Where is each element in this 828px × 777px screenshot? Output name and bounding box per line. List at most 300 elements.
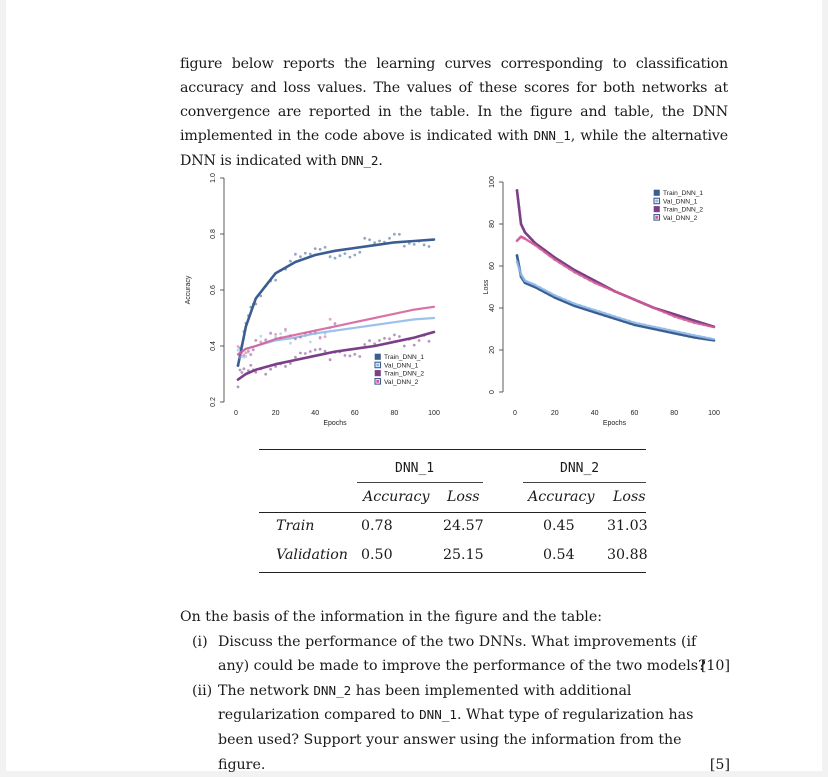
series-point	[259, 295, 262, 298]
series-point	[563, 300, 566, 303]
series-point	[583, 308, 586, 311]
table-cell: 25.15	[443, 547, 484, 563]
series-point	[279, 336, 282, 339]
series-point	[623, 294, 626, 297]
series-point	[363, 343, 366, 346]
series-point	[519, 214, 522, 217]
series-point	[653, 307, 656, 310]
legend-label: Val_DNN_2	[663, 214, 698, 222]
legend-label: Train_DNN_2	[663, 206, 704, 214]
series-point	[638, 300, 641, 303]
series-point	[309, 253, 312, 256]
series-point	[521, 277, 524, 280]
y-axis-label: Accuracy	[185, 275, 192, 305]
question-text: Discuss the performance of the two DNNs. What improvements (if any) could be made to improve the performance of the two models?	[218, 633, 706, 675]
series-point	[324, 246, 327, 249]
series-point	[519, 270, 522, 273]
series-point	[531, 239, 534, 242]
series-point	[608, 288, 611, 291]
series-point	[368, 339, 371, 342]
series-point	[264, 339, 267, 342]
series-point	[653, 307, 656, 310]
table-header-dnn1: DNN_1	[395, 461, 435, 476]
y-axis-label: Loss	[483, 279, 490, 295]
series-point	[299, 336, 302, 339]
series-point	[539, 245, 542, 248]
table-cell: 24.57	[443, 518, 484, 534]
y-tick-label: 0	[488, 390, 496, 394]
series-point	[520, 273, 523, 276]
legend-label: Train_DNN_1	[663, 190, 704, 198]
intro-paragraph	[180, 53, 728, 174]
series-point	[608, 313, 611, 316]
series-point	[520, 235, 523, 238]
series-point	[683, 318, 686, 321]
y-tick-label: 100	[488, 176, 496, 188]
series-point	[403, 345, 406, 348]
series-point	[243, 356, 246, 359]
series-point	[344, 354, 347, 357]
series-point	[529, 236, 532, 239]
series-point	[428, 340, 431, 343]
series-point	[522, 227, 525, 230]
series-point	[259, 368, 262, 371]
series-point	[698, 337, 701, 340]
series-point	[663, 328, 666, 331]
series-point	[534, 244, 537, 247]
series-point	[247, 350, 250, 353]
series-point	[613, 315, 616, 318]
series-point	[243, 330, 246, 333]
series-point	[294, 338, 297, 341]
series-line-val-dnn-2	[238, 307, 434, 355]
series-point	[668, 331, 671, 334]
legend-swatch	[375, 354, 381, 360]
series-point	[628, 296, 631, 299]
series-point	[241, 344, 244, 347]
question-marks: [10]	[700, 658, 730, 675]
series-point	[516, 254, 519, 257]
series-point	[588, 277, 591, 280]
y-tick-label: 1.0	[209, 173, 217, 183]
series-point	[531, 285, 534, 288]
series-point	[249, 353, 252, 356]
series-point	[299, 352, 302, 355]
series-point	[603, 312, 606, 315]
series-point	[259, 341, 262, 344]
series-point	[349, 256, 352, 259]
series-point	[294, 253, 297, 256]
series-point	[319, 348, 322, 351]
series-line-val-dnn-1	[238, 318, 434, 354]
series-point	[578, 274, 581, 277]
series-point	[388, 237, 391, 240]
series-point	[548, 291, 551, 294]
series-point	[249, 353, 252, 356]
series-point	[353, 254, 356, 257]
table-cell: 0.54	[543, 547, 575, 563]
series-point	[553, 296, 556, 299]
series-point	[284, 330, 287, 333]
series-point	[548, 294, 551, 297]
series-point	[593, 281, 596, 284]
legend-label: Val_DNN_1	[384, 362, 419, 370]
series-point	[334, 351, 337, 354]
series-point	[522, 278, 525, 281]
series-point	[274, 333, 277, 336]
series-point	[698, 321, 701, 324]
series-point	[628, 320, 631, 323]
series-line-val-dnn-2	[517, 237, 714, 328]
series-point	[653, 326, 656, 329]
series-point	[553, 258, 556, 261]
series-point	[245, 322, 248, 325]
series-point	[284, 328, 287, 331]
series-point	[517, 264, 520, 267]
series-point	[618, 319, 621, 322]
series-point	[252, 348, 255, 351]
series-point	[378, 339, 381, 342]
legend-swatch-fill	[376, 380, 379, 383]
series-point	[663, 311, 666, 314]
series-point	[344, 252, 347, 255]
series-point	[309, 350, 312, 353]
series-point	[703, 324, 706, 327]
series-point	[241, 371, 244, 374]
series-point	[598, 282, 601, 285]
series-point	[593, 279, 596, 282]
series-point	[418, 339, 421, 342]
table-cell: 0.78	[361, 518, 393, 534]
legend-label: Train_DNN_1	[384, 354, 425, 362]
series-point	[363, 237, 366, 240]
series-point	[578, 304, 581, 307]
series-point	[673, 313, 676, 316]
question-code-dnn1: DNN_1	[419, 707, 457, 723]
series-point	[628, 322, 631, 325]
series-point	[531, 283, 534, 286]
series-point	[683, 316, 686, 319]
series-point	[618, 317, 621, 320]
series-point	[279, 363, 282, 366]
series-point	[553, 294, 556, 297]
series-point	[683, 334, 686, 337]
series-point	[522, 236, 525, 239]
series-point	[289, 260, 292, 263]
question-text-a: The network	[218, 682, 314, 699]
series-point	[534, 242, 537, 245]
intro-text-3: .	[378, 153, 383, 170]
series-point	[368, 238, 371, 241]
series-point	[516, 239, 519, 242]
series-point	[563, 298, 566, 301]
series-point	[269, 332, 272, 335]
series-point	[289, 334, 292, 337]
series-point	[608, 316, 611, 319]
series-point	[708, 325, 711, 328]
series-point	[289, 362, 292, 365]
series-point	[568, 268, 571, 271]
series-point	[274, 336, 277, 339]
series-point	[423, 244, 426, 247]
series-point	[358, 251, 361, 254]
series-point	[558, 259, 561, 262]
series-point	[299, 255, 302, 258]
series-point	[245, 355, 248, 358]
series-point	[304, 352, 307, 355]
series-point	[339, 254, 342, 257]
series-point	[254, 303, 257, 306]
series-point	[633, 321, 636, 324]
series-point	[358, 355, 361, 358]
series-point	[279, 332, 282, 335]
series-point	[279, 269, 282, 272]
series-point	[239, 353, 242, 356]
series-point	[583, 274, 586, 277]
series-point	[518, 206, 521, 209]
question-number: (ii)	[192, 682, 213, 699]
series-point	[329, 255, 332, 258]
series-point	[638, 300, 641, 303]
question-number: (i)	[192, 633, 208, 650]
series-point	[289, 342, 292, 345]
series-point	[241, 351, 244, 354]
series-point	[688, 333, 691, 336]
series-point	[603, 285, 606, 288]
series-point	[252, 368, 255, 371]
series-point	[653, 328, 656, 331]
series-point	[648, 327, 651, 330]
series-point	[517, 238, 520, 241]
series-point	[519, 270, 522, 273]
series-point	[329, 327, 332, 330]
series-point	[252, 348, 255, 351]
series-point	[319, 337, 322, 340]
series-point	[524, 237, 527, 240]
series-point	[693, 321, 696, 324]
series-point	[245, 351, 248, 354]
series-point	[668, 313, 671, 316]
table-sub-loss-1: Loss	[447, 489, 480, 505]
legend-label: Train_DNN_2	[384, 370, 425, 378]
series-point	[698, 322, 701, 325]
series-point	[539, 286, 542, 289]
table-row-label: Train	[276, 518, 315, 534]
series-point	[603, 286, 606, 289]
series-point	[648, 305, 651, 308]
series-point	[519, 236, 522, 239]
series-point	[520, 275, 523, 278]
series-point	[633, 298, 636, 301]
series-point	[633, 323, 636, 326]
intro-text-1: figure below reports the learning curves corresponding to classification accuracy and loss values. The values of these scores for both networks at convergence are reported in the table. In the figure and table, the DNN implemented in the code above is indicated with	[180, 56, 728, 145]
series-point	[648, 325, 651, 328]
series-point	[568, 302, 571, 305]
series-point	[598, 310, 601, 313]
series-point	[568, 266, 571, 269]
series-point	[237, 349, 240, 352]
series-point	[398, 335, 401, 338]
series-line-val-dnn-1	[517, 262, 714, 339]
series-point	[403, 245, 406, 248]
series-point	[521, 225, 524, 228]
series-point	[708, 338, 711, 341]
series-point	[353, 353, 356, 356]
series-point	[613, 290, 616, 293]
legend-label: Val_DNN_1	[663, 198, 698, 206]
series-point	[408, 338, 411, 341]
series-point	[678, 317, 681, 320]
series-point	[304, 334, 307, 337]
series-point	[383, 241, 386, 244]
series-point	[703, 338, 706, 341]
series-point	[319, 248, 322, 251]
series-point	[673, 315, 676, 318]
series-point	[578, 271, 581, 274]
table-cmidrule-dnn1	[357, 482, 483, 483]
series-point	[294, 337, 297, 340]
series-point	[598, 312, 601, 315]
series-point	[688, 335, 691, 338]
series-point	[529, 281, 532, 284]
series-point	[521, 275, 524, 278]
series-point	[593, 309, 596, 312]
table-sub-accuracy-2: Accuracy	[528, 489, 595, 505]
series-point	[703, 322, 706, 325]
series-point	[334, 323, 337, 326]
series-point	[683, 332, 686, 335]
series-point	[516, 189, 519, 192]
series-point	[524, 231, 527, 234]
table-cmidrule-dnn2	[523, 482, 646, 483]
question-lead: On the basis of the information in the figure and the table:	[180, 609, 602, 625]
series-point	[237, 386, 240, 389]
series-point	[526, 283, 529, 286]
series-point	[239, 356, 242, 359]
x-tick-label: 20	[271, 410, 280, 417]
series-line-train-dnn-1	[238, 240, 434, 366]
series-point	[334, 257, 337, 260]
series-point	[548, 255, 551, 258]
series-point	[573, 269, 576, 272]
series-point	[643, 326, 646, 329]
series-point	[526, 239, 529, 242]
series-point	[349, 355, 352, 358]
legend-swatch	[375, 362, 381, 368]
series-point	[418, 240, 421, 243]
x-tick-label: 80	[390, 410, 399, 417]
document-page	[6, 0, 822, 771]
legend-swatch	[654, 206, 660, 212]
series-point	[693, 334, 696, 337]
series-point	[239, 369, 242, 372]
series-point	[524, 281, 527, 284]
series-point	[534, 286, 537, 289]
series-point	[373, 241, 376, 244]
y-tick-label: 0.6	[209, 285, 217, 295]
table-rule-mid	[259, 512, 646, 513]
table-rule-bottom	[259, 572, 646, 573]
series-point	[668, 329, 671, 332]
y-tick-label: 40	[488, 304, 496, 312]
x-tick-label: 100	[428, 410, 440, 417]
legend-swatch	[654, 198, 660, 204]
accuracy-plot	[185, 173, 440, 427]
legend-swatch	[654, 190, 660, 196]
series-point	[568, 300, 571, 303]
series-point	[678, 315, 681, 318]
series-point	[523, 237, 526, 240]
legend-swatch-fill	[376, 364, 379, 367]
series-point	[588, 279, 591, 282]
series-point	[523, 280, 526, 283]
series-point	[334, 322, 337, 325]
series-point	[544, 249, 547, 252]
series-point	[239, 347, 242, 350]
question-marks: [5]	[709, 756, 730, 773]
series-point	[638, 322, 641, 325]
series-point	[673, 330, 676, 333]
series-point	[304, 332, 307, 335]
series-point	[603, 314, 606, 317]
series-point	[663, 310, 666, 313]
x-tick-label: 0	[234, 410, 238, 417]
series-point	[243, 354, 246, 357]
intro-code-dnn2: DNN_2	[341, 153, 379, 169]
series-point	[529, 240, 532, 243]
series-point	[553, 256, 556, 259]
series-point	[408, 242, 411, 245]
series-point	[329, 318, 332, 321]
series-point	[693, 319, 696, 322]
series-point	[522, 276, 525, 279]
series-point	[613, 317, 616, 320]
y-tick-label: 0.4	[209, 341, 217, 351]
series-point	[314, 330, 317, 333]
series-point	[573, 271, 576, 274]
question-text-b: has been implemented with additional regularization compared to	[218, 682, 632, 724]
series-point	[252, 303, 255, 306]
series-point	[638, 325, 641, 328]
series-point	[548, 253, 551, 256]
series-point	[274, 365, 277, 368]
series-point	[324, 335, 327, 338]
series-point	[526, 234, 529, 237]
series-point	[304, 252, 307, 255]
legend-swatch-fill	[655, 200, 658, 203]
series-point	[314, 332, 317, 335]
series-point	[254, 339, 257, 342]
series-point	[264, 285, 267, 288]
series-point	[688, 320, 691, 323]
series-point	[249, 364, 252, 367]
x-tick-label: 80	[670, 410, 679, 417]
series-point	[643, 302, 646, 305]
series-line-train-dnn-1	[517, 256, 714, 341]
series-point	[309, 341, 312, 344]
loss-plot	[483, 176, 720, 427]
series-point	[413, 243, 416, 246]
y-tick-label: 0.8	[209, 229, 217, 239]
series-point	[241, 355, 244, 358]
series-point	[544, 291, 547, 294]
series-point	[329, 358, 332, 361]
series-point	[264, 338, 267, 341]
series-point	[588, 309, 591, 312]
series-point	[520, 223, 523, 226]
series-point	[523, 278, 526, 281]
series-point	[423, 334, 426, 337]
